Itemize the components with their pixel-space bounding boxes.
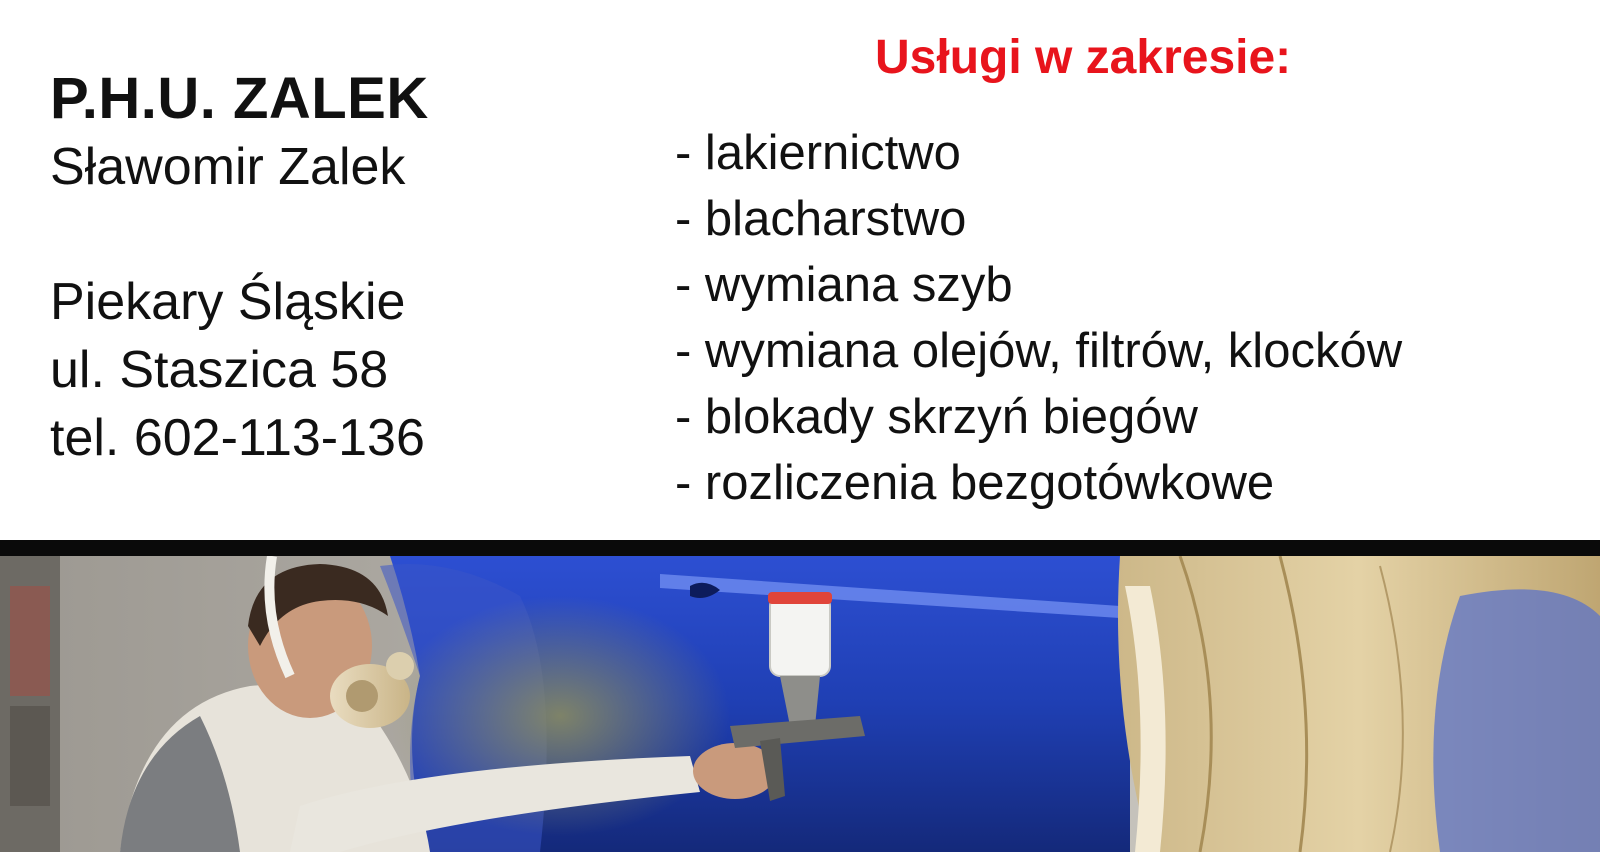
list-item: - lakiernictwo [675,126,961,180]
equipment-shape [10,706,50,806]
phone-number: tel. 602-113-136 [50,409,425,467]
spray-gun-cap [768,592,832,604]
spray-gun-cup [770,596,830,676]
street-address: ul. Staszica 58 [50,341,389,399]
city: Piekary Śląskie [50,273,406,331]
photo-car-painter [0,556,1600,852]
respirator-filter [386,652,414,680]
respirator-filter [346,680,378,712]
services-list [675,120,1402,516]
list-item: - rozliczenia bezgotówkowe [675,456,1275,510]
company-block [50,64,429,198]
list-item: - wymiana szyb [675,258,1013,312]
blue-cover [1433,589,1600,852]
divider-bar [0,540,1600,556]
company-name: P.H.U. ZALEK [50,66,429,131]
equipment-shape [10,586,50,696]
list-item: - blacharstwo [675,192,967,246]
list-item: - wymiana olejów, filtrów, klocków [675,324,1403,378]
car-painting-illustration [0,556,1600,852]
owner-name: Sławomir Zalek [50,138,406,196]
list-item: - blokady skrzyń biegów [675,390,1198,444]
address-block [50,268,425,472]
services-title: Usługi w zakresie: [875,31,1292,84]
